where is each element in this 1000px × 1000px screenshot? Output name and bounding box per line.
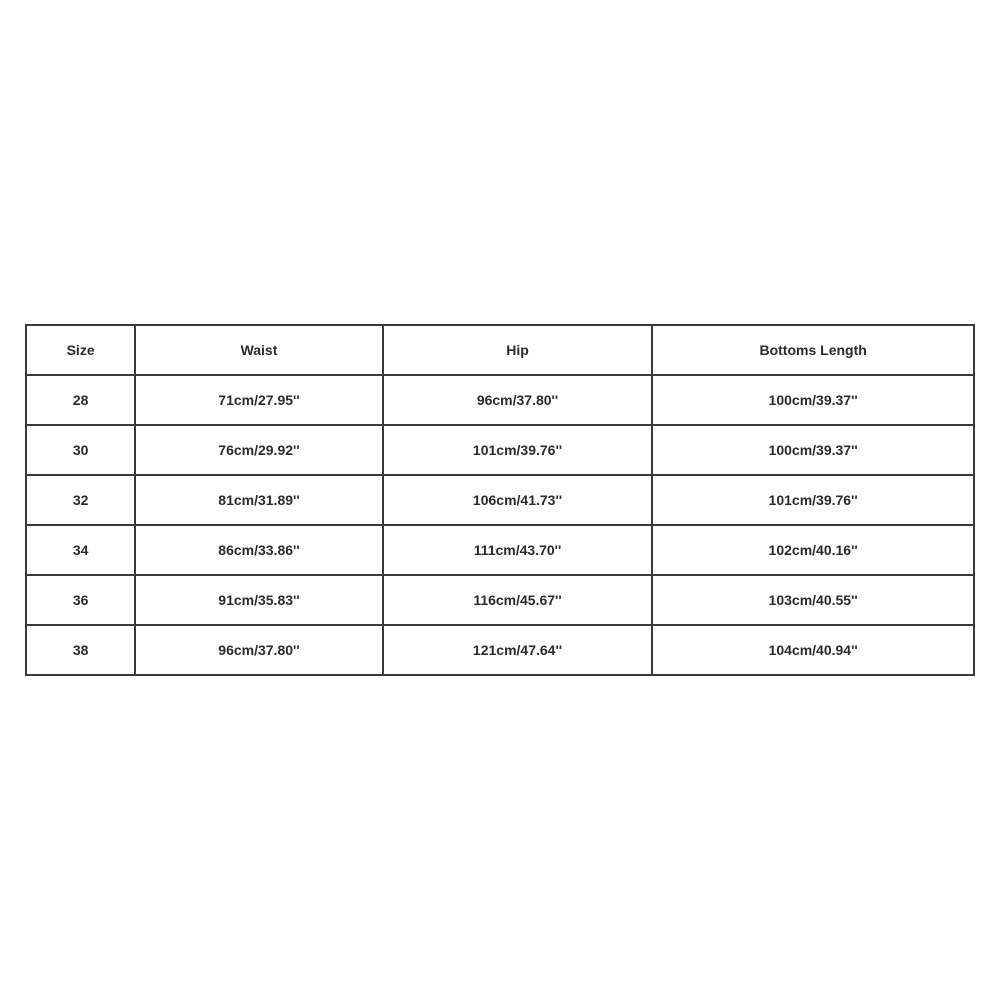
cell-bottoms-length: 102cm/40.16''	[652, 525, 974, 575]
header-hip: Hip	[383, 325, 653, 375]
header-waist: Waist	[135, 325, 383, 375]
cell-bottoms-length: 100cm/39.37''	[652, 425, 974, 475]
header-size: Size	[26, 325, 135, 375]
cell-hip: 111cm/43.70''	[383, 525, 653, 575]
cell-waist: 96cm/37.80''	[135, 625, 383, 675]
cell-waist: 91cm/35.83''	[135, 575, 383, 625]
cell-size: 34	[26, 525, 135, 575]
table-row	[26, 475, 974, 525]
cell-size: 38	[26, 625, 135, 675]
cell-waist: 71cm/27.95''	[135, 375, 383, 425]
table-row	[26, 575, 974, 625]
cell-bottoms-length: 104cm/40.94''	[652, 625, 974, 675]
cell-hip: 121cm/47.64''	[383, 625, 653, 675]
cell-size: 30	[26, 425, 135, 475]
table-row	[26, 375, 974, 425]
table-header-row	[26, 325, 974, 375]
cell-size: 36	[26, 575, 135, 625]
cell-bottoms-length: 103cm/40.55''	[652, 575, 974, 625]
cell-hip: 106cm/41.73''	[383, 475, 653, 525]
table-row	[26, 525, 974, 575]
cell-waist: 86cm/33.86''	[135, 525, 383, 575]
cell-hip: 101cm/39.76''	[383, 425, 653, 475]
cell-size: 28	[26, 375, 135, 425]
header-bottoms-length: Bottoms Length	[652, 325, 974, 375]
cell-waist: 81cm/31.89''	[135, 475, 383, 525]
cell-hip: 116cm/45.67''	[383, 575, 653, 625]
cell-waist: 76cm/29.92''	[135, 425, 383, 475]
table-row	[26, 425, 974, 475]
cell-bottoms-length: 101cm/39.76''	[652, 475, 974, 525]
cell-hip: 96cm/37.80''	[383, 375, 653, 425]
size-chart-table	[25, 324, 975, 676]
cell-bottoms-length: 100cm/39.37''	[652, 375, 974, 425]
table-row	[26, 625, 974, 675]
cell-size: 32	[26, 475, 135, 525]
